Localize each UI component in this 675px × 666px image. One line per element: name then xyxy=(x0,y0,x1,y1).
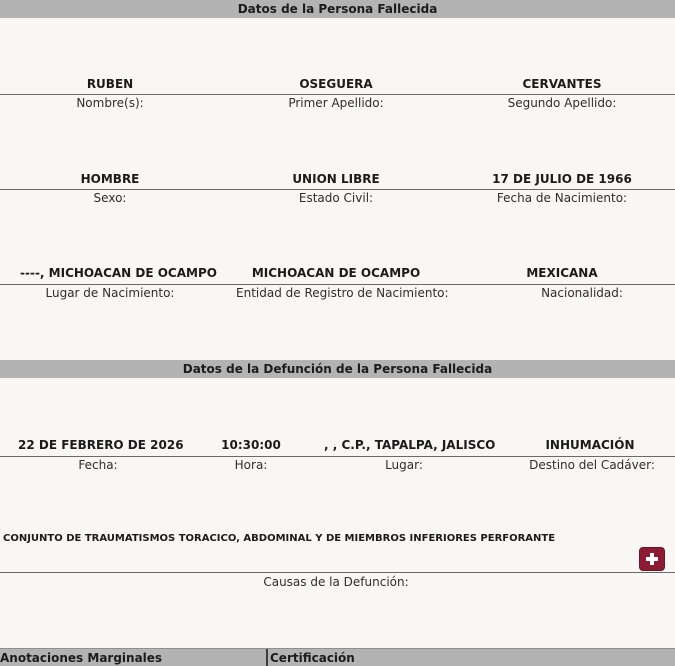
lugar-defuncion-value: , , C.P., TAPALPA, JALISCO xyxy=(324,438,496,452)
sexo-label: Sexo: xyxy=(93,191,127,205)
divider-line xyxy=(0,189,675,190)
divider-line xyxy=(0,94,675,95)
fecha-defuncion-value: 22 DE FEBRERO DE 2026 xyxy=(18,438,184,452)
tab-certificacion[interactable]: Certificación xyxy=(270,651,355,665)
divider-line xyxy=(0,284,675,285)
lugar-nacimiento-value: ----, MICHOACAN DE OCAMPO xyxy=(20,266,217,280)
fecha-nacimiento-label: Fecha de Nacimiento: xyxy=(496,191,628,205)
bottom-tab-bar xyxy=(0,648,675,666)
destino-value: INHUMACIÓN xyxy=(545,438,635,452)
divider-line xyxy=(0,572,675,573)
entidad-registro-value: MICHOACAN DE OCAMPO xyxy=(251,266,421,280)
section-header-persona: Datos de la Persona Fallecida xyxy=(0,0,675,18)
estado-civil-label: Estado Civil: xyxy=(298,191,374,205)
sexo-value: HOMBRE xyxy=(80,172,140,186)
destino-label: Destino del Cadáver: xyxy=(529,458,655,472)
tab-anotaciones-marginales[interactable]: Anotaciones Marginales xyxy=(0,651,163,665)
nacionalidad-label: Nacionalidad: xyxy=(541,286,623,300)
hora-value: 10:30:00 xyxy=(221,438,281,452)
causas-value: CONJUNTO DE TRAUMATISMOS TORACICO, ABDOMINAL Y DE MIEMBROS INFERIORES PERFORANTE xyxy=(3,533,556,544)
segundo-apellido-value: CERVANTES xyxy=(522,77,602,91)
segundo-apellido-label: Segundo Apellido: xyxy=(507,96,617,110)
tab-divider xyxy=(266,649,268,666)
plus-icon xyxy=(645,552,659,566)
fecha-nacimiento-value: 17 DE JULIO DE 1966 xyxy=(492,172,632,186)
hora-label: Hora: xyxy=(234,458,268,472)
lugar-nacimiento-label: Lugar de Nacimiento: xyxy=(45,286,175,300)
nombre-value: RUBEN xyxy=(86,77,134,91)
section-header-defuncion: Datos de la Defunción de la Persona Fallecida xyxy=(0,360,675,378)
divider-line xyxy=(0,456,675,457)
fecha-defuncion-label: Fecha: xyxy=(78,458,118,472)
causas-label: Causas de la Defunción: xyxy=(263,575,409,589)
add-button[interactable] xyxy=(639,547,665,571)
nombre-label: Nombre(s): xyxy=(76,96,144,110)
estado-civil-value: UNION LIBRE xyxy=(292,172,380,186)
nacionalidad-value: MEXICANA xyxy=(526,266,598,280)
entidad-registro-label: Entidad de Registro de Nacimiento: xyxy=(236,286,449,300)
primer-apellido-label: Primer Apellido: xyxy=(288,96,384,110)
lugar-defuncion-label: Lugar: xyxy=(385,458,423,472)
primer-apellido-value: OSEGUERA xyxy=(299,77,373,91)
